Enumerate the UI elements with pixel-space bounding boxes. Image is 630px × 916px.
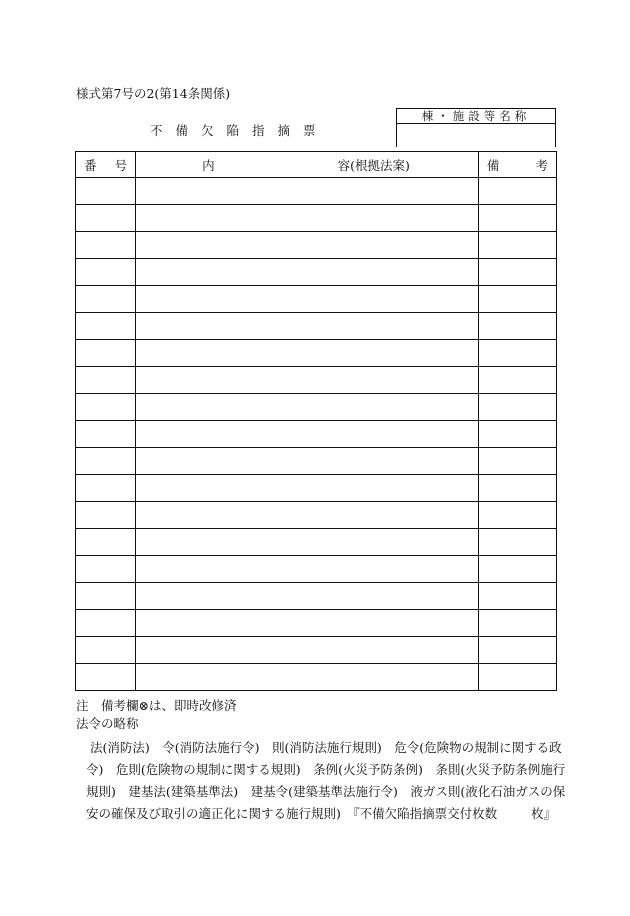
cell-remarks[interactable]	[478, 205, 556, 232]
cell-remarks[interactable]	[478, 637, 556, 664]
cell-number[interactable]	[76, 394, 136, 421]
cell-remarks[interactable]	[478, 448, 556, 475]
table-row	[76, 664, 557, 691]
header-content	[136, 152, 479, 178]
cell-number[interactable]	[76, 340, 136, 367]
cell-content[interactable]	[136, 529, 479, 556]
header-number-part1: 番	[84, 157, 97, 173]
cell-remarks[interactable]	[478, 583, 556, 610]
cell-remarks[interactable]	[478, 475, 556, 502]
cell-remarks[interactable]	[478, 421, 556, 448]
table-row	[76, 610, 557, 637]
sheet-count-suffix: 枚』	[531, 806, 557, 821]
cell-content[interactable]	[136, 610, 479, 637]
cell-remarks[interactable]	[478, 664, 556, 691]
cell-content[interactable]	[136, 313, 479, 340]
cell-number[interactable]	[76, 286, 136, 313]
cell-content[interactable]	[136, 205, 479, 232]
header-remarks-part2: 考	[535, 157, 548, 173]
cell-content[interactable]	[136, 475, 479, 502]
facility-name-field[interactable]	[397, 124, 555, 148]
defect-table	[75, 151, 557, 691]
facility-name-label: 棟・施設等名称	[397, 109, 555, 124]
document-title: 不備欠陥指摘票	[150, 123, 329, 138]
cell-content[interactable]	[136, 340, 479, 367]
cell-number[interactable]	[76, 556, 136, 583]
cell-content[interactable]	[136, 394, 479, 421]
cell-content[interactable]	[136, 664, 479, 691]
table-row	[76, 367, 557, 394]
header-content-part1: 内	[202, 157, 215, 173]
table-row	[76, 259, 557, 286]
abbreviation-line-text: 安の確保及び取引の適正化に関する施行規則) 『不備欠陥指摘票交付枚数	[86, 806, 498, 821]
cell-remarks[interactable]	[478, 259, 556, 286]
cell-content[interactable]	[136, 502, 479, 529]
notes-section	[76, 697, 566, 825]
table-row	[76, 448, 557, 475]
cell-number[interactable]	[76, 232, 136, 259]
cell-number[interactable]	[76, 313, 136, 340]
remarks-note: 注 備考欄⊗は、即時改修済	[76, 698, 237, 713]
cell-remarks[interactable]	[478, 313, 556, 340]
table-row	[76, 583, 557, 610]
cell-remarks[interactable]	[478, 502, 556, 529]
table-row	[76, 205, 557, 232]
cell-number[interactable]	[76, 475, 136, 502]
header-number-part2: 号	[114, 157, 128, 173]
table-row	[76, 340, 557, 367]
cell-number[interactable]	[76, 664, 136, 691]
abbreviation-line: 令) 危則(危険物の規制に関する規則) 条例(火災予防条例) 条則(火災予防条例施行	[86, 762, 566, 777]
table-row	[76, 529, 557, 556]
cell-remarks[interactable]	[478, 340, 556, 367]
header-number	[76, 152, 136, 178]
header-remarks	[478, 152, 556, 178]
table-header-row	[76, 152, 557, 178]
table-row	[76, 178, 557, 205]
form-id-line: 様式第7号の2(第14条関係)	[76, 86, 231, 101]
cell-remarks[interactable]	[478, 610, 556, 637]
cell-content[interactable]	[136, 367, 479, 394]
cell-content[interactable]	[136, 637, 479, 664]
cell-content[interactable]	[136, 178, 479, 205]
cell-content[interactable]	[136, 232, 479, 259]
cell-content[interactable]	[136, 421, 479, 448]
header-content-part2: 容(根拠法案)	[337, 157, 410, 173]
cell-number[interactable]	[76, 502, 136, 529]
table-row	[76, 475, 557, 502]
table-row	[76, 421, 557, 448]
cell-number[interactable]	[76, 259, 136, 286]
cell-remarks[interactable]	[478, 529, 556, 556]
cell-remarks[interactable]	[478, 556, 556, 583]
table-row	[76, 313, 557, 340]
abbreviation-line: 規則) 建基法(建築基準法) 建基令(建築基準法施行令) 液ガス則(液化石油ガスの保	[86, 784, 566, 799]
header-remarks-part1: 備	[486, 157, 500, 173]
cell-remarks[interactable]	[478, 286, 556, 313]
cell-number[interactable]	[76, 205, 136, 232]
cell-number[interactable]	[76, 610, 136, 637]
cell-number[interactable]	[76, 529, 136, 556]
cell-number[interactable]	[76, 178, 136, 205]
abbreviation-line: 法(消防法) 令(消防法施行令) 則(消防法施行規則) 危令(危険物の規制に関する政	[90, 740, 562, 755]
cell-number[interactable]	[76, 583, 136, 610]
table-row	[76, 286, 557, 313]
cell-remarks[interactable]	[478, 367, 556, 394]
cell-number[interactable]	[76, 448, 136, 475]
table-row	[76, 394, 557, 421]
table-row	[76, 232, 557, 259]
abbreviation-line	[76, 803, 556, 825]
table-row	[76, 556, 557, 583]
cell-content[interactable]	[136, 286, 479, 313]
cell-number[interactable]	[76, 637, 136, 664]
table-row	[76, 637, 557, 664]
cell-remarks[interactable]	[478, 178, 556, 205]
cell-remarks[interactable]	[478, 394, 556, 421]
cell-content[interactable]	[136, 448, 479, 475]
cell-content[interactable]	[136, 556, 479, 583]
table-row	[76, 502, 557, 529]
facility-name-box	[396, 108, 556, 147]
cell-number[interactable]	[76, 421, 136, 448]
cell-content[interactable]	[136, 259, 479, 286]
cell-content[interactable]	[136, 583, 479, 610]
cell-remarks[interactable]	[478, 232, 556, 259]
cell-number[interactable]	[76, 367, 136, 394]
abbreviations-heading: 法令の略称	[76, 716, 139, 731]
